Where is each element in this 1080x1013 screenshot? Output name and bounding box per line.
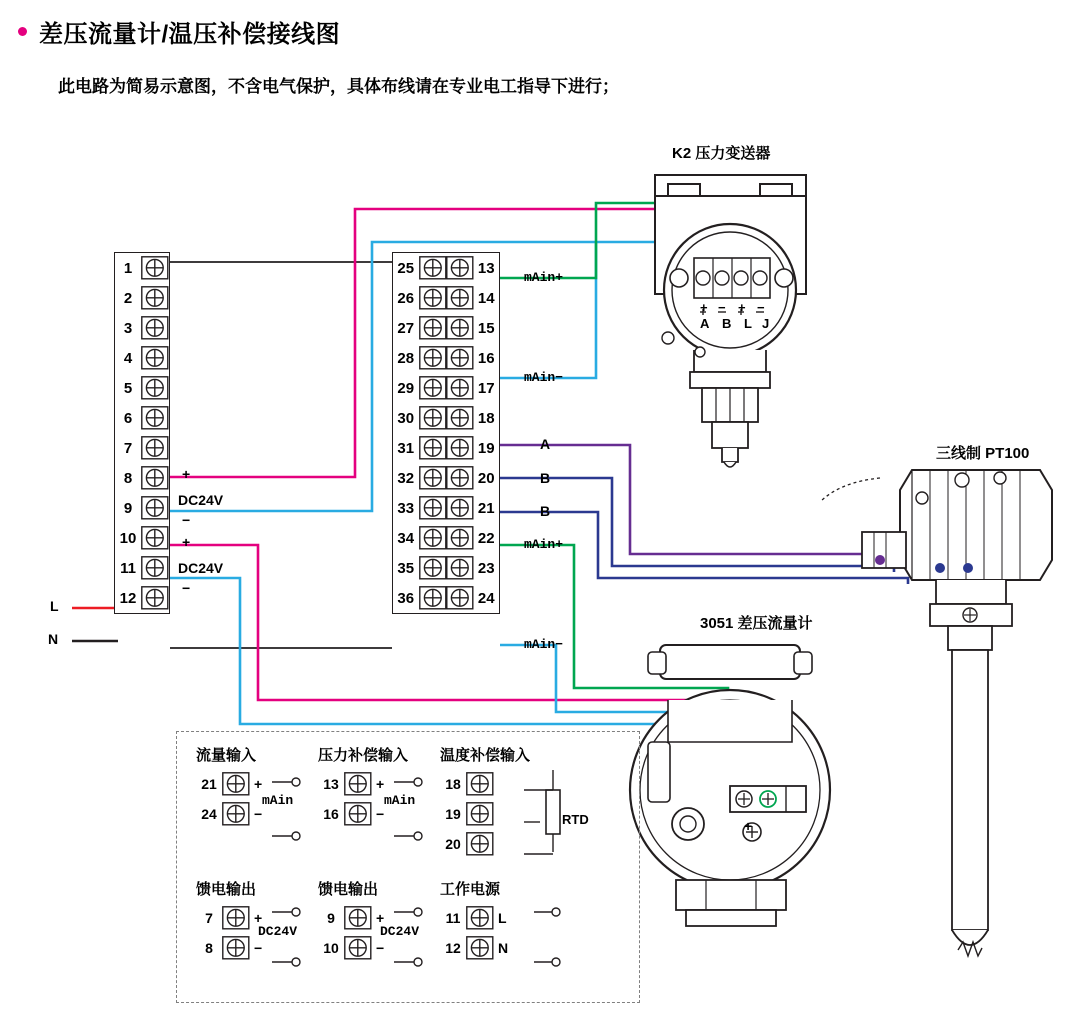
- legend-side-label-2: mAin: [384, 793, 416, 808]
- terminal-number-right: 14: [477, 289, 495, 307]
- legend-title: 工作电源: [440, 881, 501, 898]
- legend-sign: +: [254, 910, 263, 926]
- screw-icon[interactable]: [419, 316, 446, 340]
- screw-icon[interactable]: [446, 406, 473, 430]
- legend-sign: −: [376, 806, 385, 822]
- signal-label-16: mAin−: [524, 370, 564, 385]
- left-terminal-minus-1: −: [182, 512, 191, 528]
- legend-sign: L: [498, 910, 507, 926]
- screw-icon[interactable]: [141, 586, 169, 610]
- screw-icon[interactable]: [141, 436, 169, 460]
- screw-icon[interactable]: [141, 496, 169, 520]
- legend-sign: −: [376, 940, 385, 956]
- screw-icon[interactable]: [419, 406, 446, 430]
- screw-icon[interactable]: [141, 346, 169, 370]
- terminal-row[interactable]: [115, 583, 169, 613]
- terminal-row[interactable]: [393, 463, 499, 493]
- screw-icon[interactable]: [446, 526, 473, 550]
- flow-meter-plus-label: +: [744, 818, 753, 834]
- terminal-number-right: 18: [477, 409, 495, 427]
- screw-icon: [344, 772, 372, 796]
- screw-icon[interactable]: [141, 466, 169, 490]
- signal-label-24: mAin−: [524, 637, 564, 652]
- right-terminal-block: [392, 252, 500, 614]
- left-terminal-plus-1: +: [182, 466, 191, 482]
- left-terminal-block: [114, 252, 170, 614]
- terminal-number: 7: [123, 439, 133, 457]
- legend-group-pressure-input: [318, 744, 408, 829]
- legend-row: [440, 769, 530, 799]
- screw-icon: [344, 802, 372, 826]
- terminal-row[interactable]: [393, 403, 499, 433]
- left-terminal-minus-2: −: [182, 580, 191, 596]
- terminal-row[interactable]: [115, 403, 169, 433]
- screw-icon: [466, 772, 494, 796]
- legend-title: 馈电输出: [318, 881, 379, 898]
- terminal-number: 2: [123, 289, 133, 307]
- legend-terminal-number: 16: [323, 806, 339, 822]
- legend-terminal-number: 18: [445, 776, 461, 792]
- terminal-number: 4: [123, 349, 133, 367]
- screw-icon[interactable]: [419, 526, 446, 550]
- terminal-row[interactable]: [393, 553, 499, 583]
- terminal-row[interactable]: [393, 253, 499, 283]
- legend-group-feed-output-1: [196, 878, 262, 963]
- legend-row: [196, 903, 262, 933]
- legend-terminal-number: 7: [205, 910, 213, 926]
- terminal-number-left: 25: [397, 259, 415, 277]
- legend-group-feed-output-2: [318, 878, 384, 963]
- legend-sign: −: [254, 806, 263, 822]
- terminal-row[interactable]: [115, 283, 169, 313]
- screw-icon: [222, 802, 250, 826]
- terminal-row[interactable]: [115, 523, 169, 553]
- terminal-number-left: 31: [397, 439, 415, 457]
- legend-terminal-number: 12: [445, 940, 461, 956]
- terminal-number-right: 19: [477, 439, 495, 457]
- page-subtitle: 此电路为简易示意图，不含电气保护，具体布线请在专业电工指导下进行；: [58, 77, 619, 96]
- screw-icon[interactable]: [446, 376, 473, 400]
- legend-side-label-1: mAin: [262, 793, 294, 808]
- screw-icon[interactable]: [419, 436, 446, 460]
- legend-terminal-number: 19: [445, 806, 461, 822]
- screw-icon: [344, 936, 372, 960]
- terminal-row[interactable]: [393, 283, 499, 313]
- k2-terminal-sign-2: +: [738, 300, 746, 315]
- terminal-number-left: 26: [397, 289, 415, 307]
- pt100-graphic: [820, 470, 1052, 956]
- legend-sign: +: [376, 910, 385, 926]
- legend-side-label-3: RTD: [562, 812, 589, 827]
- terminal-row[interactable]: [115, 493, 169, 523]
- k2-terminal-sign-1: +: [700, 300, 708, 315]
- screw-icon: [466, 832, 494, 856]
- terminal-number-right: 23: [477, 559, 495, 577]
- screw-icon[interactable]: [419, 256, 446, 280]
- terminal-row[interactable]: [115, 433, 169, 463]
- legend-row: [440, 799, 530, 829]
- screw-icon[interactable]: [446, 496, 473, 520]
- legend-title: 压力补偿输入: [318, 747, 409, 764]
- screw-icon[interactable]: [446, 586, 473, 610]
- legend-terminal-number: 20: [445, 836, 461, 852]
- screw-icon[interactable]: [446, 466, 473, 490]
- screw-icon[interactable]: [419, 496, 446, 520]
- k2-terminal-sub-A: A: [700, 316, 710, 331]
- legend-sign: +: [254, 776, 263, 792]
- terminal-number: 8: [123, 469, 133, 487]
- terminal-row[interactable]: [393, 373, 499, 403]
- signal-label-18: A: [540, 436, 551, 452]
- screw-icon: [466, 936, 494, 960]
- legend-row: [440, 903, 508, 933]
- terminal-row[interactable]: [393, 523, 499, 553]
- screw-icon: [466, 802, 494, 826]
- legend-terminal-number: 21: [201, 776, 217, 792]
- legend-row: [440, 933, 508, 963]
- signal-label-21: mAin+: [524, 537, 564, 552]
- screw-icon[interactable]: [419, 286, 446, 310]
- screw-icon[interactable]: [446, 316, 473, 340]
- terminal-number: 5: [123, 379, 133, 397]
- legend-row: [196, 769, 262, 799]
- terminal-number: 6: [123, 409, 133, 427]
- legend-sign: N: [498, 940, 509, 956]
- screw-icon[interactable]: [446, 346, 473, 370]
- screw-icon[interactable]: [141, 406, 169, 430]
- terminal-row[interactable]: [393, 433, 499, 463]
- screw-icon[interactable]: [446, 256, 473, 280]
- terminal-number: 1: [123, 259, 133, 277]
- left-terminal-plus-2: +: [182, 534, 191, 550]
- terminal-row[interactable]: [115, 313, 169, 343]
- legend-terminal-number: 10: [323, 940, 339, 956]
- terminal-number-left: 30: [397, 409, 415, 427]
- pressure-transmitter-label: K2 压力变送器: [672, 145, 771, 162]
- terminal-number-left: 27: [397, 319, 415, 337]
- legend-sign: +: [376, 776, 385, 792]
- pt100-label: 三线制 PT100: [936, 445, 1030, 462]
- terminal-number: 10: [119, 529, 137, 547]
- page-title: 差压流量计/温压补偿接线图: [39, 21, 341, 48]
- terminal-number-left: 35: [397, 559, 415, 577]
- legend-terminal-number: 11: [445, 910, 461, 926]
- terminal-number: 3: [123, 319, 133, 337]
- k2-terminal-sign-3: −: [718, 300, 726, 315]
- k2-terminal-sub-J: J: [762, 316, 770, 331]
- terminal-row[interactable]: [393, 313, 499, 343]
- k2-terminal-sub-L: L: [744, 316, 752, 331]
- mains-L-label: L: [50, 598, 59, 614]
- terminal-row[interactable]: [393, 493, 499, 523]
- terminal-number-right: 17: [477, 379, 495, 397]
- left-terminal-dc24v-2: DC24V: [178, 560, 224, 576]
- screw-icon[interactable]: [419, 556, 446, 580]
- legend-group-flow-input: [196, 744, 262, 829]
- legend-row: [440, 829, 530, 859]
- terminal-number-right: 16: [477, 349, 495, 367]
- legend-terminal-number: 8: [205, 940, 213, 956]
- terminal-number-right: 21: [477, 499, 495, 517]
- terminal-number-left: 28: [397, 349, 415, 367]
- signal-label-13: mAin+: [524, 270, 564, 285]
- terminal-row[interactable]: [115, 343, 169, 373]
- screw-icon[interactable]: [141, 286, 169, 310]
- terminal-row[interactable]: [115, 373, 169, 403]
- screw-icon[interactable]: [141, 316, 169, 340]
- terminal-number-right: 20: [477, 469, 495, 487]
- terminal-row[interactable]: [393, 343, 499, 373]
- legend-row: [318, 933, 384, 963]
- left-terminal-dc24v-1: DC24V: [178, 492, 224, 508]
- terminal-number-left: 32: [397, 469, 415, 487]
- terminal-row[interactable]: [393, 583, 499, 613]
- legend-title: 馈电输出: [196, 881, 257, 898]
- terminal-number-left: 33: [397, 499, 415, 517]
- terminal-number-right: 13: [477, 259, 495, 277]
- screw-icon[interactable]: [141, 526, 169, 550]
- screw-icon[interactable]: [141, 256, 169, 280]
- terminal-number-left: 36: [397, 589, 415, 607]
- signal-label-19: B: [540, 470, 551, 486]
- legend-title: 流量输入: [196, 747, 257, 764]
- screw-icon: [344, 906, 372, 930]
- screw-icon[interactable]: [446, 286, 473, 310]
- legend-row: [318, 903, 384, 933]
- screw-icon: [222, 772, 250, 796]
- terminal-number-right: 22: [477, 529, 495, 547]
- terminal-row[interactable]: [115, 253, 169, 283]
- legend-terminal-number: 24: [201, 806, 217, 822]
- legend-row: [196, 933, 262, 963]
- screw-icon[interactable]: [141, 376, 169, 400]
- legend-terminal-number: 9: [327, 910, 335, 926]
- terminal-number-right: 15: [477, 319, 495, 337]
- terminal-number-right: 24: [477, 589, 495, 607]
- legend-sign: −: [254, 940, 263, 956]
- mains-N-label: N: [48, 631, 59, 647]
- terminal-row[interactable]: [115, 463, 169, 493]
- k2-terminal-sign-4: −: [757, 300, 765, 315]
- screw-icon: [222, 906, 250, 930]
- screw-icon[interactable]: [419, 346, 446, 370]
- flow-meter-label: 3051 差压流量计: [700, 615, 813, 632]
- legend-terminal-number: 13: [323, 776, 339, 792]
- terminal-number-left: 34: [397, 529, 415, 547]
- terminal-number: 12: [119, 589, 137, 607]
- screw-icon: [222, 936, 250, 960]
- terminal-number-left: 29: [397, 379, 415, 397]
- screw-icon[interactable]: [419, 466, 446, 490]
- signal-label-20: B: [540, 503, 551, 519]
- legend-row: [196, 799, 262, 829]
- legend-title: 温度补偿输入: [440, 747, 531, 764]
- terminal-number: 11: [120, 559, 136, 577]
- screw-icon[interactable]: [446, 556, 473, 580]
- legend-side-label-4: DC24V: [258, 924, 298, 939]
- terminal-number: 9: [123, 499, 133, 517]
- screw-icon[interactable]: [419, 376, 446, 400]
- terminal-row[interactable]: [115, 553, 169, 583]
- screw-icon[interactable]: [446, 436, 473, 460]
- screw-icon: [466, 906, 494, 930]
- screw-icon[interactable]: [419, 586, 446, 610]
- legend-side-label-5: DC24V: [380, 924, 420, 939]
- legend-group-power-supply: [440, 878, 508, 963]
- screw-icon[interactable]: [141, 556, 169, 580]
- k2-terminal-sub-B: B: [722, 316, 732, 331]
- legend-group-temperature-input: [440, 744, 530, 859]
